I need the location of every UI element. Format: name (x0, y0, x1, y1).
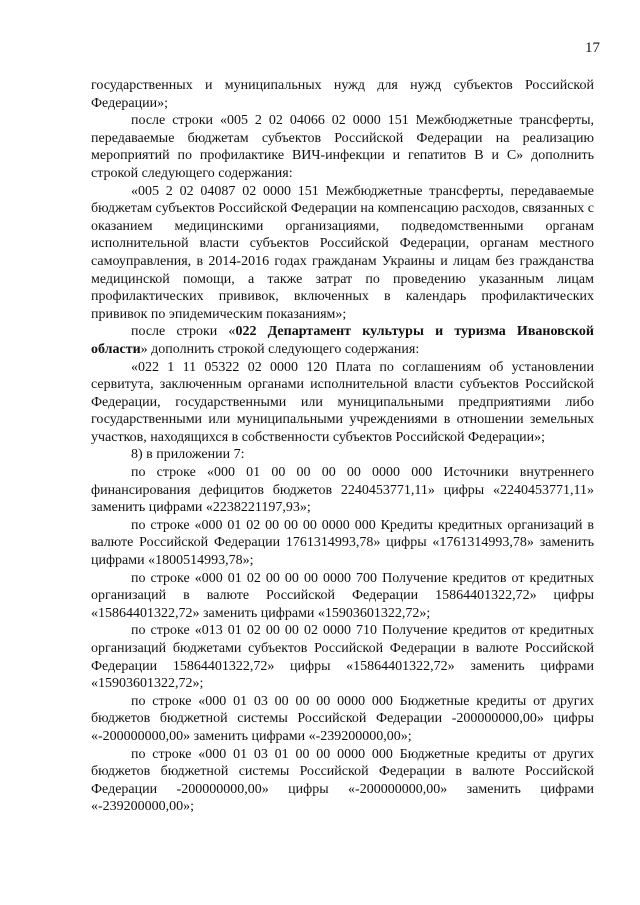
paragraph-amendment-022-prefix: после строки « (131, 324, 236, 340)
paragraph-line-013-01-02-710: по строке «013 01 02 00 00 02 0000 710 Получение кредитов от кредитных организаций бюджетами субъектов Российской Федерации в валюте Российской Федерации 15864401322,72» цифры «15864401322,72» заменить цифрами «15903601322,72»; (91, 623, 594, 692)
paragraph-appendix-7-heading: 8) в приложении 7: (131, 447, 245, 463)
paragraph-amendment-022 (91, 323, 594, 358)
paragraph-amendment-005-04066: после строки «005 2 02 04066 02 0000 151 Межбюджетные трансферты, передаваемые бюджетам субъектов Российской Федерации на реализацию мероприятий по профилактике ВИЧ-инфекции и гепатитов B и C» дополнить строкой следующего содержания: (91, 113, 594, 181)
paragraph-line-022-05322: «022 1 11 05322 02 0000 120 Плата по соглашениям об установлении сервитута, заключенным органами исполнительной власти субъектов Российской Федерации, государственными или муниципальными предприятиями либо государственными или муниципальными учреждениями в отношении земельных участков, находящихся в собственности субъектов Российской Федерации»; (91, 359, 594, 445)
paragraph-line-000-01-02-000: по строке «000 01 02 00 00 00 0000 000 Кредиты кредитных организаций в валюте Российской Федерации 1761314993,78» цифры «1761314993,78» заменить цифрами «1800514993,78»; (91, 517, 594, 569)
paragraph-line-000-01-03-00: по строке «000 01 03 00 00 00 0000 000 Бюджетные кредиты от других бюджетов бюджетной системы Российской Федерации -200000000,00» цифры «-200000000,00» заменить цифрами «-239200000,00»; (91, 693, 594, 744)
paragraph-line-000-01-03-01: по строке «000 01 03 01 00 00 0000 000 Бюджетные кредиты от других бюджетов бюджетной системы Российской Федерации в валюте Российской Федерации -200000000,00» цифры «-200000000,00» заменить цифрами «-239200000,00»; (91, 746, 594, 815)
document-body (91, 77, 594, 816)
page-number: 17 (585, 40, 600, 56)
paragraph-amendment-022-suffix: » дополнить строкой следующего содержания: (140, 341, 420, 357)
paragraph-continuation: государственных и муниципальных нужд для нужд субъектов Российской Федерации»; (91, 78, 594, 111)
department-name-bold: 022 Департамент культуры и туризма Ивановской области (91, 324, 594, 357)
paragraph-line-000-01-02-700: по строке «000 01 02 00 00 00 0000 700 Получение кредитов от кредитных организаций в валюте Российской Федерации 15864401322,72» цифры «15864401322,72» заменить цифрами «15903601322,72»; (91, 570, 594, 621)
paragraph-line-000-01-00: по строке «000 01 00 00 00 00 0000 000 Источники внутреннего финансирования дефицитов бюджетов 2240453771,11» цифры «2240453771,11» заменить цифрами «2238221197,93»; (91, 465, 594, 516)
paragraph-line-005-04087: «005 2 02 04087 02 0000 151 Межбюджетные трансферты, передаваемые бюджетам субъектов Российской Федерации на компенсацию расходов, связанных с оказанием медицинскими организациями, подведомственными органам исполнительной власти субъектов Российской Федерации, органам местного самоуправления, в 2014-2016 годах гражданам Украины и лицам без гражданства медицинской помощи, а также затрат по проведению указанным лицам профилактических прививок, включенных в календарь профилактических прививок по эпидемическим показаниям»; (91, 183, 595, 322)
